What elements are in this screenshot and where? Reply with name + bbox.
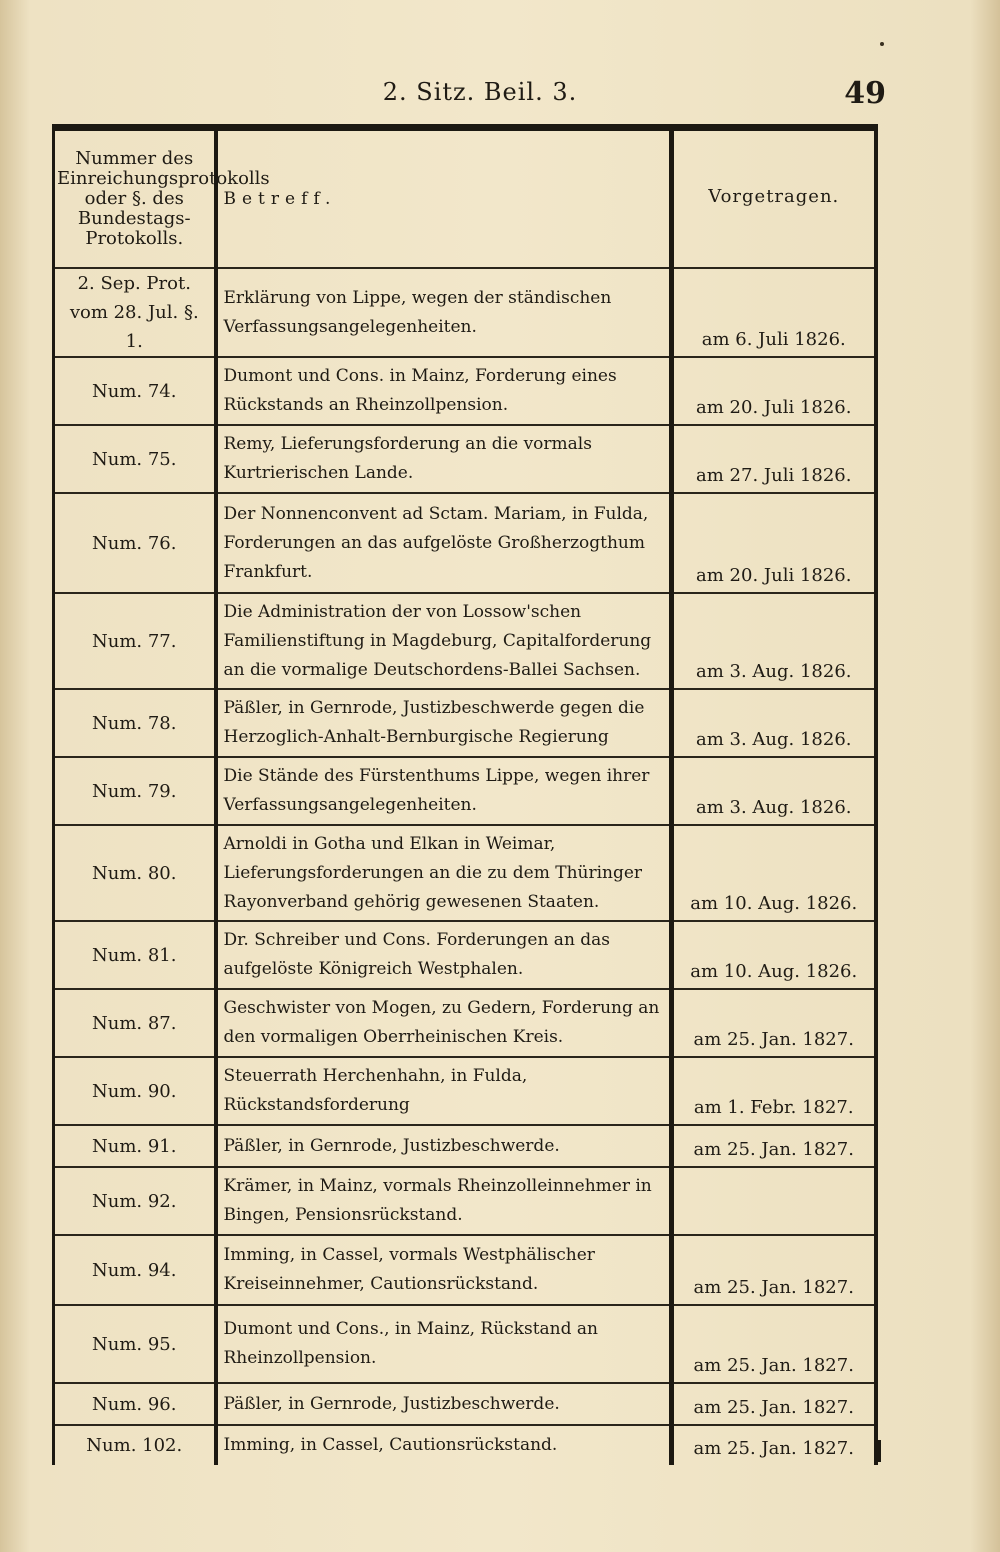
table-row: [54, 268, 876, 357]
entry-subject: Remy, Lieferungsforderung an die vormals Kurtrierischen Lande.: [216, 425, 672, 493]
table-row: [54, 1383, 876, 1425]
entry-date: am 1. Febr. 1827.: [672, 1057, 876, 1125]
entry-number: Num. 77.: [54, 593, 216, 689]
entry-subject: Der Nonnenconvent ad Sctam. Mariam, in Fulda, Forderungen an das aufgelöste Großherzogthum Frankfurt.: [216, 493, 672, 593]
table-row: [54, 1235, 876, 1305]
table-row: [54, 1305, 876, 1383]
entry-subject: Die Stände des Fürstenthums Lippe, wegen ihrer Verfassungsangelegenheiten.: [216, 757, 672, 825]
entry-subject: Päßler, in Gernrode, Justizbeschwerde.: [216, 1125, 672, 1167]
entry-date: am 25. Jan. 1827.: [672, 1305, 876, 1383]
entry-date: am 27. Juli 1826.: [672, 425, 876, 493]
entry-subject: Päßler, in Gernrode, Justizbeschwerde gegen die Herzoglich-Anhalt-Bernburgische Regierung: [216, 689, 672, 757]
column-header-subject: Betreff.: [216, 128, 672, 269]
entry-number: Num. 81.: [54, 921, 216, 989]
table-row: [54, 1167, 876, 1235]
table-row: [54, 357, 876, 425]
entry-date: am 6. Juli 1826.: [672, 268, 876, 357]
entry-subject: Die Administration der von Lossow'schen Familienstiftung in Magdeburg, Capitalforderung an die vormalige Deutschordens-Ballei Sachsen.: [216, 593, 672, 689]
entry-number: Num. 79.: [54, 757, 216, 825]
entry-subject: Geschwister von Mogen, zu Gedern, Forderung an den vormaligen Oberrheinischen Kreis.: [216, 989, 672, 1057]
table-row: [54, 757, 876, 825]
entry-number: Num. 75.: [54, 425, 216, 493]
entry-number: 2. Sep. Prot. vom 28. Jul. §. 1.: [54, 268, 216, 357]
header-row: [54, 128, 876, 269]
entry-date: am 3. Aug. 1826.: [672, 757, 876, 825]
column-rule: [214, 1440, 218, 1462]
entry-number: Num. 90.: [54, 1057, 216, 1125]
entry-date: am 25. Jan. 1827.: [672, 1125, 876, 1167]
table-row: [54, 425, 876, 493]
entry-date: am 3. Aug. 1826.: [672, 593, 876, 689]
entry-subject: Krämer, in Mainz, vormals Rheinzolleinnehmer in Bingen, Pensionsrückstand.: [216, 1167, 672, 1235]
entry-date: am 20. Juli 1826.: [672, 357, 876, 425]
entry-date: am 25. Jan. 1827.: [672, 1235, 876, 1305]
column-header-number: Nummer des Einreichungsprotokolls oder §. des Bundestags-Protokolls.: [54, 128, 216, 269]
entry-date: [672, 1167, 876, 1235]
table-row: [54, 493, 876, 593]
table-row: [54, 921, 876, 989]
entry-date: am 10. Aug. 1826.: [672, 825, 876, 921]
entry-subject: Erklärung von Lippe, wegen der ständischen Verfassungsangelegenheiten.: [216, 268, 672, 357]
entry-subject: Imming, in Cassel, vormals Westphälischer Kreiseinnehmer, Cautionsrückstand.: [216, 1235, 672, 1305]
running-header: 2. Sitz. Beil. 3.: [382, 78, 578, 106]
entry-number: Num. 92.: [54, 1167, 216, 1235]
table-row: [54, 593, 876, 689]
ledger-table: [52, 124, 878, 1465]
entry-number: Num. 96.: [54, 1383, 216, 1425]
table-row: [54, 689, 876, 757]
entry-number: Num. 102.: [54, 1425, 216, 1465]
entry-number: Num. 76.: [54, 493, 216, 593]
page-number: 49: [844, 76, 886, 111]
table-row: [54, 825, 876, 921]
entry-date: am 25. Jan. 1827.: [672, 1383, 876, 1425]
entry-date: am 25. Jan. 1827.: [672, 989, 876, 1057]
entry-number: Num. 91.: [54, 1125, 216, 1167]
entry-subject: Dumont und Cons. in Mainz, Forderung eines Rückstands an Rheinzollpension.: [216, 357, 672, 425]
entry-number: Num. 80.: [54, 825, 216, 921]
table-row: [54, 1125, 876, 1167]
table-row: [54, 989, 876, 1057]
entry-subject: Steuerrath Herchenhahn, in Fulda, Rückstandsforderung: [216, 1057, 672, 1125]
table-row: [54, 1057, 876, 1125]
entry-date: am 3. Aug. 1826.: [672, 689, 876, 757]
entry-subject: Arnoldi in Gotha und Elkan in Weimar, Lieferungsforderungen an die zu dem Thüringer Rayonverband gehörig gewesenen Staaten.: [216, 825, 672, 921]
entry-date: am 25. Jan. 1827.: [693, 1438, 854, 1459]
table-continuation: [52, 1440, 881, 1462]
entry-number: Num. 78.: [54, 689, 216, 757]
entry-number: Num. 87.: [54, 989, 216, 1057]
entry-date: am 10. Aug. 1826.: [672, 921, 876, 989]
entry-subject: Imming, in Cassel, Cautionsrückstand.: [216, 1425, 672, 1465]
ink-speck: [880, 42, 884, 46]
entry-subject: Dr. Schreiber und Cons. Forderungen an das aufgelöste Königreich Westphalen.: [216, 921, 672, 989]
entry-date: am 20. Juli 1826.: [672, 493, 876, 593]
entry-subject: Päßler, in Gernrode, Justizbeschwerde.: [216, 1383, 672, 1425]
column-rule: [669, 1440, 674, 1462]
column-header-presented: Vorgetragen.: [672, 128, 876, 269]
entry-number: Num. 94.: [54, 1235, 216, 1305]
entry-number: Num. 95.: [54, 1305, 216, 1383]
entry-number: Num. 74.: [54, 357, 216, 425]
entry-subject: Dumont und Cons., in Mainz, Rückstand an Rheinzollpension.: [216, 1305, 672, 1383]
